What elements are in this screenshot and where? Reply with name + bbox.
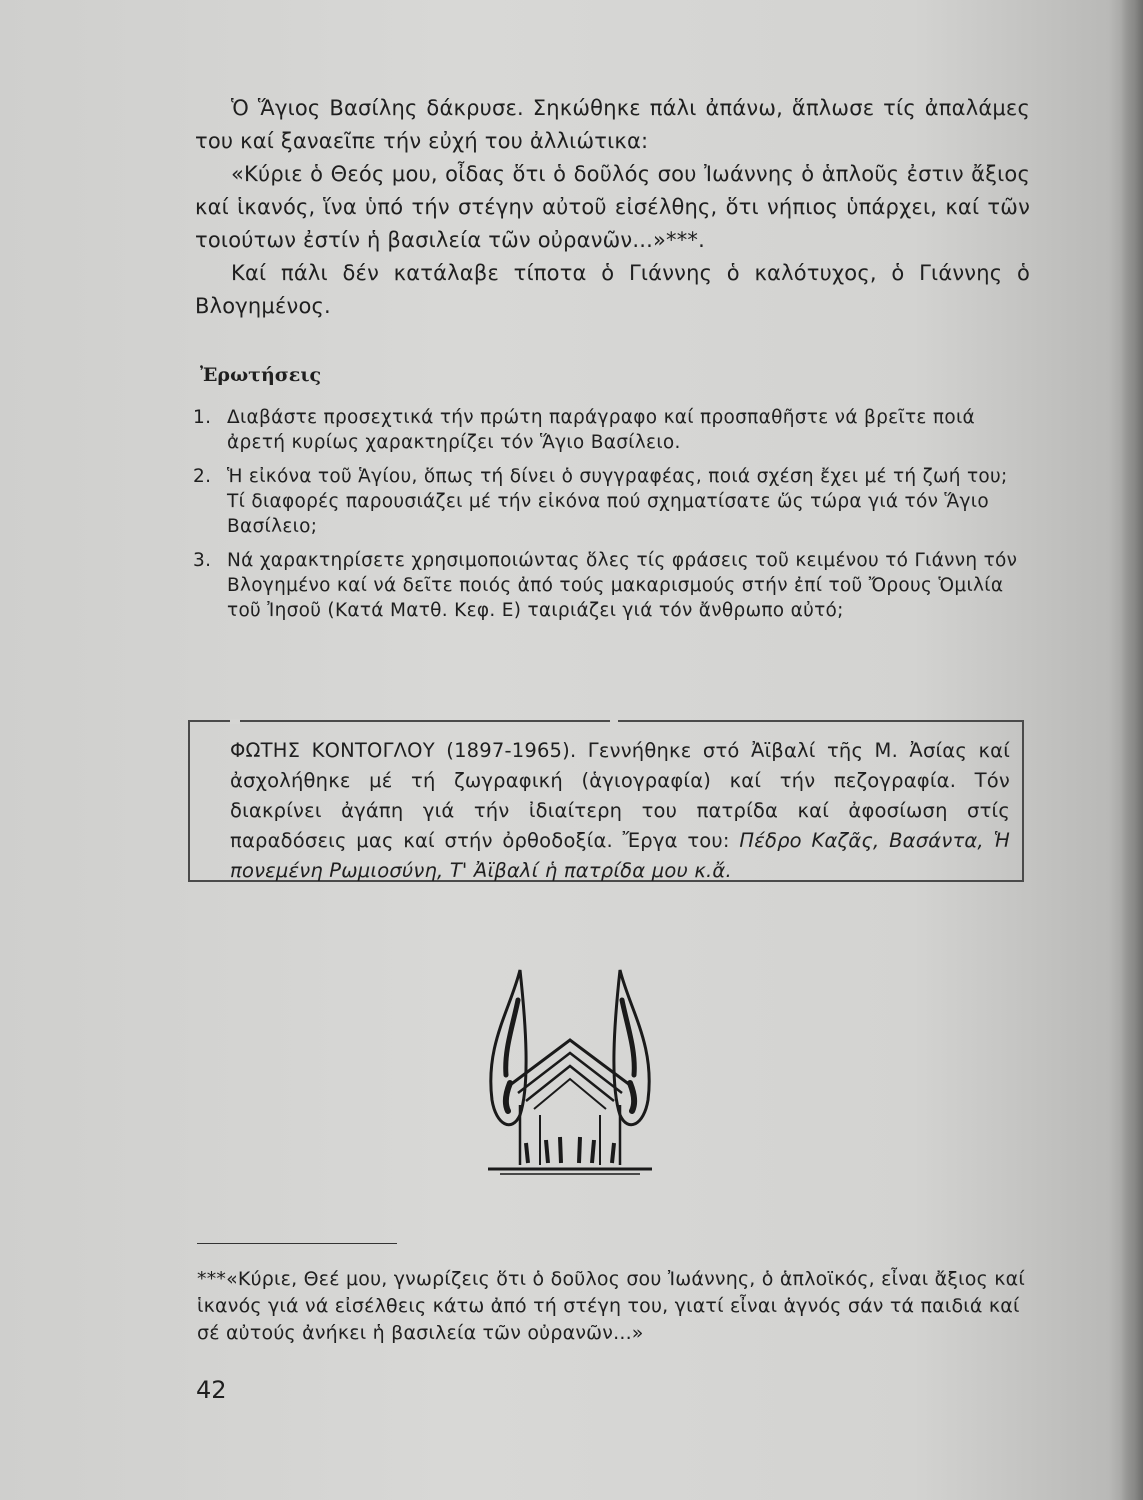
author-bio (230, 736, 1010, 886)
author-works: Πέδρο Καζᾶς, Βασάντα, Ἡ πονεμένη Ρωμιοσύνη, Τ' Ἀϊβαλί ἡ πατρίδα μου κ.ἄ. (230, 829, 1011, 882)
frame-gap (230, 719, 240, 724)
paragraph-2: «Κύριε ὁ Θεός μου, οἶδας ὅτι ὁ δοῦλός σου Ἰωάννης ὁ ἁπλοῦς ἐστιν ἄξιος καί ἱκανός, ἵνα ὑπό τήν στέγην αὐτοῦ εἰσέλθης, ὅτι νήπιος ὑπάρχει, καί τῶν τοιούτων ἐστίν ἡ βασιλεία τῶν οὐρανῶν...»***. (195, 162, 1030, 252)
question-item (193, 405, 1031, 455)
question-item (193, 548, 1031, 623)
main-text (195, 92, 1030, 323)
page-number: 42 (196, 1376, 227, 1404)
question-number: 1. (193, 407, 212, 428)
paragraph-3: Καί πάλι δέν κατάλαβε τίποτα ὁ Γιάννης ὁ καλότυχος, ὁ Γιάννης ὁ Βλογημένος. (195, 261, 1030, 318)
questions-heading: Ἐρωτήσεις (200, 364, 322, 386)
question-number: 2. (193, 466, 212, 487)
author-bio-text: ΦΩΤΗΣ ΚΟΝΤΟΓΛΟΥ (1897-1965). Γεννήθηκε στό Ἀϊβαλί τῆς Μ. Ἀσίας καί ἀσχολήθηκε μέ τή ζωγραφική (ἁγιογραφία) καί τήν πεζογραφία. Τόν διακρίνει ἀγάπη γιά τήν ἰδιαίτερη του πατρίδα καί ἀφοσίωση στίς παραδόσεις μας καί στήν ὀρθοδοξία. Ἔργα του: (230, 739, 1010, 852)
question-item (193, 464, 1031, 539)
footnote: ***«Κύριε, Θεέ μου, γνωρίζεις ὅτι ὁ δοῦλος σου Ἰωάννης, ὁ ἁπλοϊκός, εἶναι ἄξιος καί ἱκανός γιά νά εἰσέλθεις κάτω ἀπό τή στέγη του, γιατί εἶναι ἁγνός σάν τά παιδιά καί σέ αὐτούς ἀνήκει ἡ βασιλεία τῶν οὐρανῶν...» (197, 1268, 1025, 1344)
footnote-divider (197, 1243, 397, 1244)
questions-list (193, 405, 1031, 632)
question-text: Διαβάστε προσεχτικά τήν πρώτη παράγραφο καί προσπαθῆστε νά βρεῖτε ποιά ἀρετή κυρίως χαρακτηρίζει τόν Ἅγιο Βασίλειο. (227, 407, 976, 453)
author-bio-box (188, 720, 1024, 882)
frame-gap (610, 719, 618, 724)
church-with-cypress-trees-icon (480, 965, 660, 1180)
paragraph-1: Ὁ Ἅγιος Βασίλης δάκρυσε. Σηκώθηκε πάλι ἀπάνω, ἅπλωσε τίς ἀπαλάμες του καί ξαναεῖπε τήν εὐχή του ἀλλιώτικα: (195, 96, 1030, 153)
question-number: 3. (193, 550, 212, 571)
question-text: Ἡ εἰκόνα τοῦ Ἁγίου, ὅπως τή δίνει ὁ συγγραφέας, ποιά σχέση ἔχει μέ τή ζωή του; Τί διαφορές παρουσιάζει μέ τήν εἰκόνα πού σχηματίσατε ὥς τώρα γιά τόν Ἅγιο Βασίλειο; (227, 466, 1008, 537)
page-edge-shadow (1121, 0, 1143, 1500)
question-text: Νά χαρακτηρίσετε χρησιμοποιώντας ὅλες τίς φράσεις τοῦ κειμένου τό Γιάννη τόν Βλογημένο καί νά δεῖτε ποιός ἀπό τούς μακαρισμούς στήν ἐπί τοῦ Ὄρους Ὁμιλία τοῦ Ἰησοῦ (Κατά Ματθ. Κεφ. Ε) ταιριάζει γιά τόν ἄνθρωπο αὐτό; (227, 550, 1018, 621)
